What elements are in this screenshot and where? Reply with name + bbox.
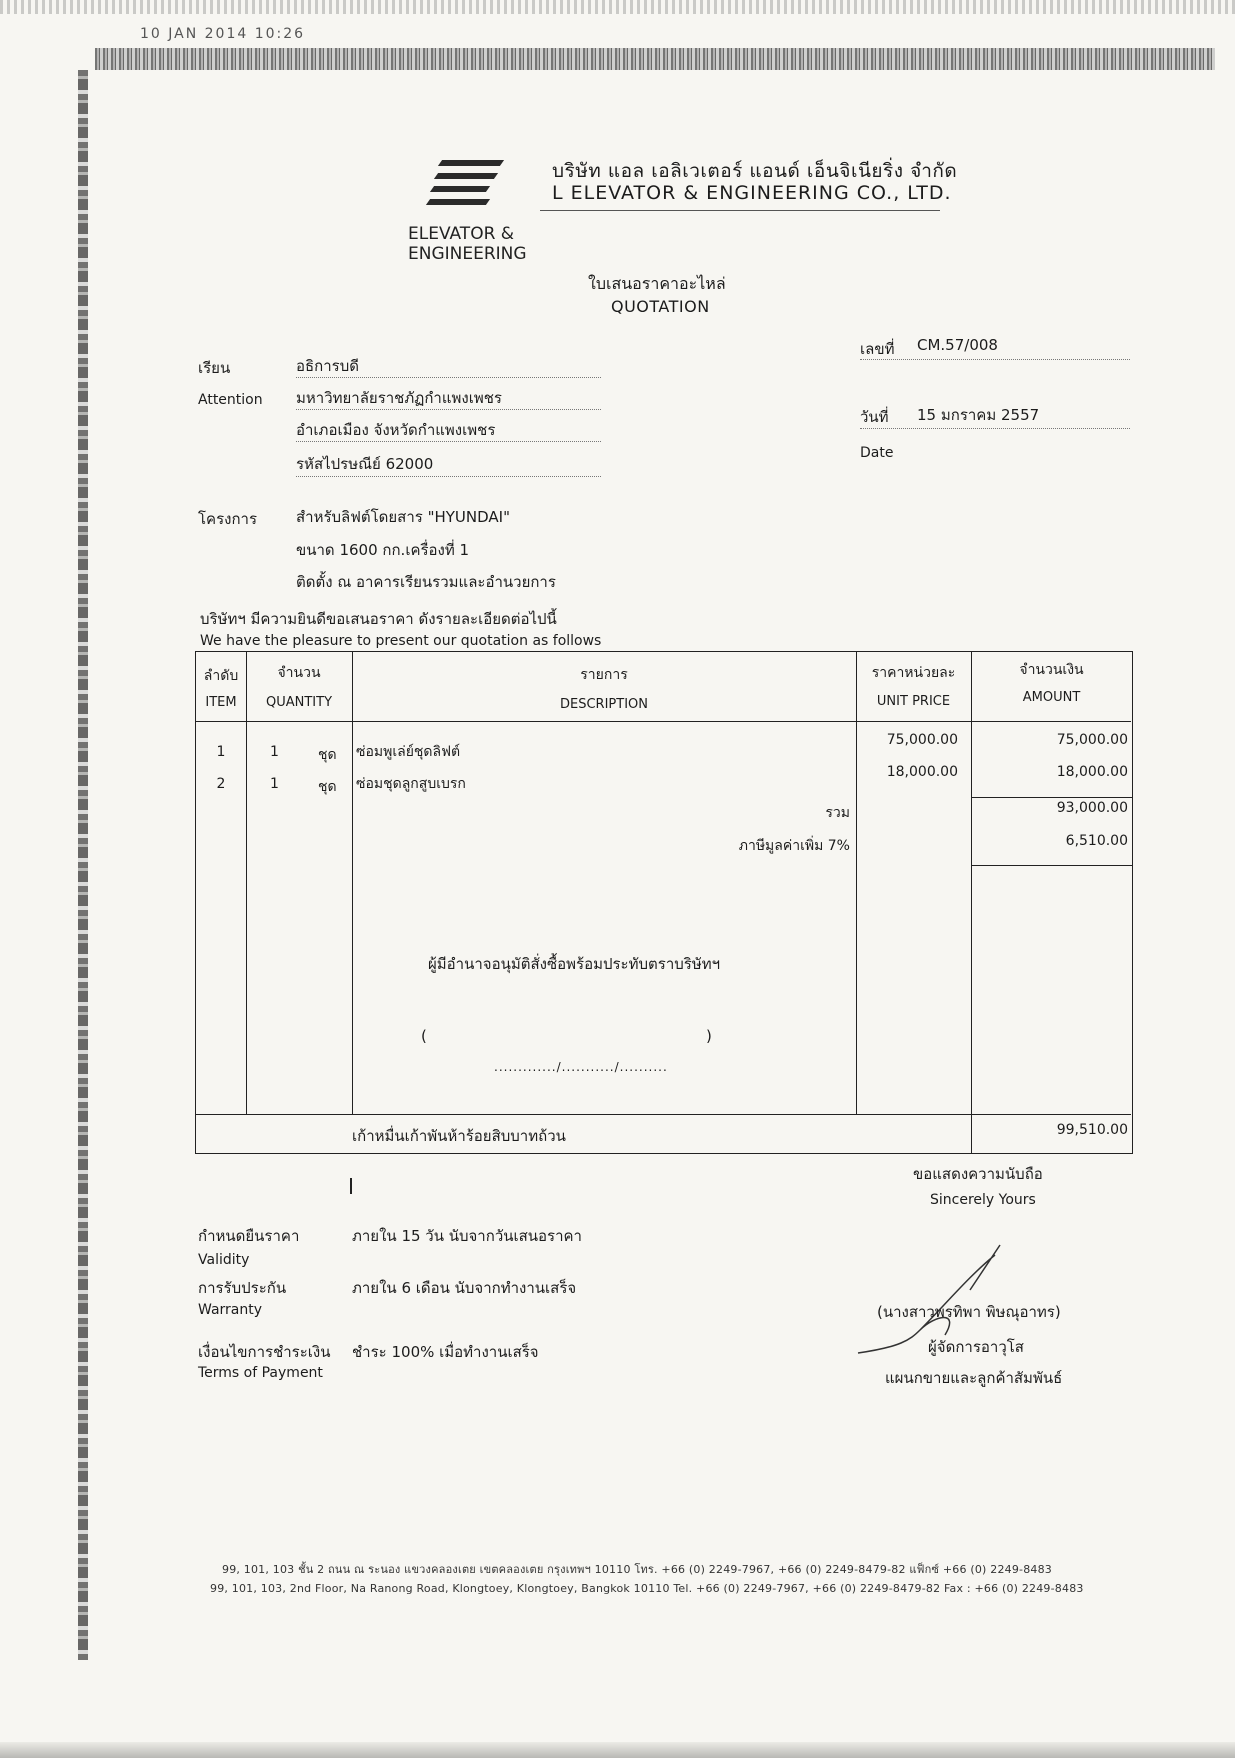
recipient-rule1 [296,377,601,378]
scan-noise-left [78,70,88,1660]
fax-header: 10 JAN 2014 10:26 [140,26,306,42]
col-divider-unit [971,652,972,1153]
intro-th: บริษัทฯ มีความยินดีขอเสนอราคา ดังรายละเอียดต่อไปนี้ [200,610,557,628]
header-unit-price-th: ราคาหน่วยละ [871,665,956,681]
logo-text-line2: ENGINEERING [408,244,527,264]
doc-title-en: QUOTATION [611,297,710,316]
project-line1: สำหรับลิฟต์โดยสาร "HYUNDAI" [296,508,510,526]
warranty-value: ภายใน 6 เดือน นับจากทำงานเสร็จ [352,1279,577,1297]
row-amount: 75,000.00 [1056,732,1128,748]
total-row-rule [196,1114,1131,1115]
intro-en: We have the pleasure to present our quotation as follows [200,633,602,649]
header-unit-price-en: UNIT PRICE [876,694,951,709]
warranty-label-en: Warranty [198,1302,263,1318]
header-item-en: ITEM [205,695,237,710]
row-unit: ชุด [318,747,337,763]
footer-address-th: 99, 101, 103 ชั้น 2 ถนน ณ ระนอง แขวงคลองเตย เขตคลองเตย กรุงเทพฯ 10110 โทร. +66 (0) 2249-7967, +66 (0) 2249-8479-82 แฟ็กซ์ +66 (0) 2249-8483 [222,1563,1052,1576]
stray-mark [350,1178,352,1194]
recipient-line3: อำเภอเมือง จังหวัดกำแพงเพชร [296,421,496,439]
vat-label: ภาษีมูลค่าเพิ่ม 7% [738,838,850,854]
header-desc-th: รายการ [580,667,628,683]
header-qty-th: จำนวน [277,665,321,681]
row-qty: 1 [270,776,279,792]
logo-text-line1: ELEVATOR & [408,224,515,244]
date-label-en: Date [860,445,894,461]
validity-value: ภายใน 15 วัน นับจากวันเสนอราคา [352,1227,582,1245]
header-desc-en: DESCRIPTION [560,697,648,712]
doc-number-label: เลขที่ [860,340,895,358]
subtotal-value: 93,000.00 [1056,800,1128,816]
payment-label-en: Terms of Payment [198,1365,323,1381]
row-qty: 1 [270,744,279,760]
vat-bottom-rule [971,865,1133,866]
date-label-th: วันที่ [860,408,889,426]
header-qty-en: QUANTITY [265,695,333,710]
recipient-rule4 [296,476,601,477]
header-amount-en: AMOUNT [1022,690,1081,705]
scan-noise-top [0,0,1235,14]
row-unit: ชุด [318,779,337,795]
closing-en: Sincerely Yours [930,1192,1036,1208]
row-item: 2 [216,776,226,792]
closing-th: ขอแสดงความนับถือ [913,1165,1043,1183]
doc-title-th: ใบเสนอราคาอะไหล่ [588,274,726,293]
total-box-right [1132,797,1133,874]
signer-department: แผนกขายและลูกค้าสัมพันธ์ [885,1369,1063,1387]
project-line2: ขนาด 1600 กก.เครื่องที่ 1 [296,541,470,559]
recipient-line2: มหาวิทยาลัยราชภัฏกำแพงเพชร [296,389,502,407]
row-unit-price: 18,000.00 [886,764,958,780]
doc-number-rule [860,359,1130,360]
validity-label-th: กำหนดยืนราคา [198,1227,300,1245]
subtotal-label: รวม [825,805,850,821]
row-desc: ซ่อมพูเล่ย์ชุดลิฟต์ [356,744,461,760]
recipient-rule2 [296,409,601,410]
signature-date-line: ............./.........../.......... [494,1060,668,1074]
header-amount-th: จำนวนเงิน [1019,662,1084,678]
grand-total: 99,510.00 [1056,1122,1128,1138]
recipient-rule3 [296,441,601,442]
date-value: 15 มกราคม 2557 [917,406,1040,424]
signer-name: (นางสาวพรทิพา พิษณุอาทร) [877,1303,1061,1321]
total-in-words: เก้าหมื่นเก้าพันห้าร้อยสิบบาทถ้วน [352,1127,566,1145]
project-line3: ติดตั้ง ณ อาคารเรียนรวมและอำนวยการ [296,573,556,591]
date-rule [860,428,1130,429]
header-item-th: ลำดับ [203,668,239,684]
row-unit-price: 75,000.00 [886,732,958,748]
header-rule [196,721,1131,722]
recipient-label-en: Attention [198,392,263,408]
signature-paren-open: ( [421,1027,427,1045]
signature-paren-close: ) [706,1027,712,1045]
warranty-label-th: การรับประกัน [198,1279,287,1297]
company-name-th: บริษัท แอล เอลิเวเตอร์ แอนด์ เอ็นจิเนียริ่ง จำกัด [552,160,958,182]
vat-value: 6,510.00 [1065,833,1128,849]
payment-value: ชำระ 100% เมื่อทำงานเสร็จ [352,1343,539,1361]
scan-noise-bottom [0,1742,1235,1758]
recipient-line1: อธิการบดี [296,357,359,375]
payment-label-th: เงื่อนไขการชำระเงิน [198,1343,331,1361]
subtotal-top-rule [971,797,1133,798]
row-amount: 18,000.00 [1056,764,1128,780]
footer-address-en: 99, 101, 103, 2nd Floor, Na Ranong Road, Klongtoey, Klongtoey, Bangkok 10110 Tel. +66 (0) 2249-7967, +66 (0) 2249-8479-82 Fax : +66 (0) 2249-8483 [210,1582,1084,1595]
project-label: โครงการ [198,510,258,528]
approval-text: ผู้มีอำนาจอนุมัติสั่งซื้อพร้อมประทับตราบริษัทฯ [428,955,721,973]
doc-number-value: CM.57/008 [917,336,998,354]
recipient-label-th: เรียน [198,359,231,377]
signer-title: ผู้จัดการอาวุโส [928,1338,1024,1356]
row-item: 1 [216,744,226,760]
row-desc: ซ่อมชุดลูกสูบเบรก [356,776,466,792]
quotation-table [195,651,1133,1154]
validity-label-en: Validity [198,1252,250,1268]
scan-noise-bar [95,48,1215,70]
company-name-en: L ELEVATOR & ENGINEERING CO., LTD. [552,182,952,204]
company-rule [540,210,940,211]
recipient-line4: รหัสไปรษณีย์ 62000 [296,455,434,473]
